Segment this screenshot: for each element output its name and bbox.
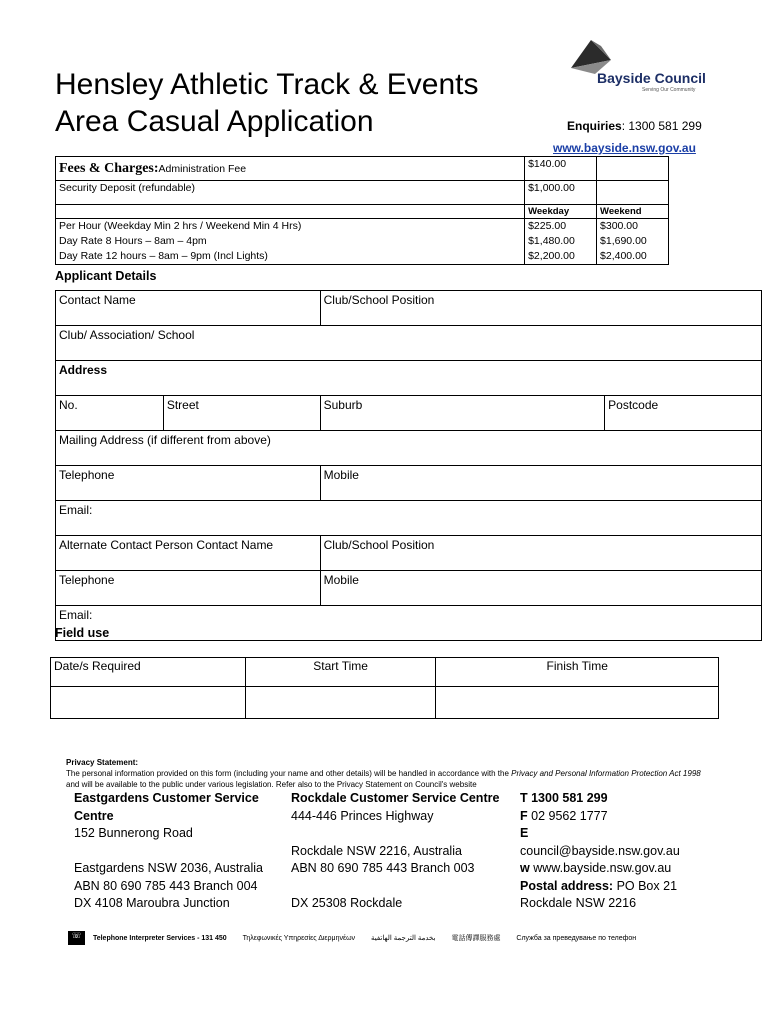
eastgardens-abn: ABN 80 690 785 443 Branch 004 <box>74 878 258 893</box>
contact-email[interactable]: council@bayside.nsw.gov.au <box>520 843 680 858</box>
alt-club-position-field[interactable]: Club/School Position <box>320 536 761 571</box>
interpreter-macedonian: Служба за преведување по телефон <box>516 934 637 942</box>
website-link[interactable]: www.bayside.nsw.gov.au <box>553 141 696 155</box>
empty-cell <box>56 205 525 219</box>
contact-phone: T 1300 581 299 <box>520 791 608 805</box>
fees-table <box>55 156 669 265</box>
weekday-header: Weekday <box>525 205 597 219</box>
empty-cell <box>597 157 669 181</box>
eastgardens-name: Eastgardens Customer Service Centre <box>74 791 259 823</box>
eastgardens-office <box>74 790 279 913</box>
email-field[interactable]: Email: <box>56 501 762 536</box>
mailing-address-field[interactable]: Mailing Address (if different from above) <box>56 431 762 466</box>
postal-value: PO Box 21 <box>613 878 678 893</box>
weekend-header: Weekend <box>597 205 669 219</box>
deposit-value: $1,000.00 <box>525 181 597 205</box>
eastgardens-dx: DX 4108 Maroubra Junction <box>74 896 230 910</box>
rockdale-abn: ABN 80 690 785 443 Branch 003 <box>291 861 475 875</box>
enquiries-phone: : 1300 581 299 <box>621 119 702 133</box>
address-suburb-field[interactable]: Suburb <box>320 396 605 431</box>
admin-fee-label: Administration Fee <box>158 162 247 175</box>
field-use-table <box>50 657 719 719</box>
title-line-1: Hensley Athletic Track & Events <box>55 68 479 101</box>
address-no-field[interactable]: No. <box>56 396 164 431</box>
council-name: Bayside Council <box>597 70 706 86</box>
alt-telephone-field[interactable]: Telephone <box>56 571 321 606</box>
privacy-act: Privacy and Personal Information Protection Act 1998 <box>511 769 701 778</box>
eastgardens-suburb: Eastgardens NSW 2036, Australia <box>74 861 263 875</box>
finish-time-header: Finish Time <box>436 658 719 687</box>
deposit-label: Security Deposit (refundable) <box>56 181 525 205</box>
rate-label-day12: Day Rate 12 hours – 8am – 9pm (Incl Lights) <box>56 249 525 265</box>
rate-weekend-day8: $1,690.00 <box>597 234 669 249</box>
alt-mobile-field[interactable]: Mobile <box>320 571 761 606</box>
applicant-heading: Applicant Details <box>55 269 157 283</box>
web-label: w <box>520 861 530 875</box>
rockdale-suburb: Rockdale NSW 2216, Australia <box>291 843 462 858</box>
address-postcode-field[interactable]: Postcode <box>605 396 762 431</box>
dates-required-input[interactable] <box>51 687 246 719</box>
enquiries <box>567 119 702 133</box>
privacy-statement <box>66 757 706 790</box>
postal-label: Postal address: <box>520 878 614 893</box>
rate-weekend-hour: $300.00 <box>597 219 669 235</box>
eastgardens-street: 152 Bunnerong Road <box>74 826 193 840</box>
interpreter-icon: ☏ <box>68 931 85 945</box>
mobile-field[interactable]: Mobile <box>320 466 761 501</box>
interpreter-greek: Τηλεφωνικές Υπηρεσίες Διερμηνέων <box>242 934 356 942</box>
empty-cell <box>597 181 669 205</box>
contact-name-field[interactable]: Contact Name <box>56 291 321 326</box>
postal-address-2: Rockdale NSW 2216 <box>520 896 637 910</box>
rockdale-dx: DX 25308 Rockdale <box>291 896 403 910</box>
web-value[interactable]: www.bayside.nsw.gov.au <box>529 861 672 875</box>
alt-email-field[interactable]: Email: <box>56 606 762 641</box>
email-label: E <box>520 826 529 840</box>
rate-weekday-hour: $225.00 <box>525 219 597 235</box>
applicant-form <box>55 290 762 641</box>
rockdale-name: Rockdale Customer Service Centre <box>291 791 500 805</box>
dates-required-header: Date/s Required <box>51 658 246 687</box>
contact-web <box>520 860 720 878</box>
finish-time-input[interactable] <box>436 687 719 719</box>
rate-weekday-day12: $2,200.00 <box>525 249 597 265</box>
page-title <box>55 66 525 140</box>
admin-fee-value: $140.00 <box>525 157 597 181</box>
postal-address <box>520 878 720 896</box>
rate-label-day8: Day Rate 8 Hours – 8am – 4pm <box>56 234 525 249</box>
contact-fax <box>520 808 720 826</box>
privacy-text-2: and will be available to the public under various legislation. Refer also to the Privacy Statement on Council's website <box>66 780 477 789</box>
alt-contact-name-field[interactable]: Alternate Contact Person Contact Name <box>56 536 321 571</box>
interpreter-arabic: بخدمة الترجمة الهاتفية <box>371 935 436 942</box>
start-time-input[interactable] <box>245 687 436 719</box>
fax-value: 02 9562 1777 <box>527 808 608 823</box>
privacy-heading: Privacy Statement: <box>66 758 139 767</box>
address-street-field[interactable]: Street <box>163 396 320 431</box>
club-position-field[interactable]: Club/School Position <box>320 291 761 326</box>
rate-weekend-day12: $2,400.00 <box>597 249 669 265</box>
start-time-header: Start Time <box>245 658 436 687</box>
interpreter-chinese: 電話傳譯服務處 <box>451 935 501 942</box>
rate-label-hour: Per Hour (Weekday Min 2 hrs / Weekend Min 4 Hrs) <box>56 219 525 235</box>
telephone-field[interactable]: Telephone <box>56 466 321 501</box>
club-association-field[interactable]: Club/ Association/ School <box>56 326 762 361</box>
council-tagline: Serving Our Community <box>642 87 696 93</box>
address-heading: Address <box>56 361 762 396</box>
rate-weekday-day8: $1,480.00 <box>525 234 597 249</box>
privacy-text-1: The personal information provided on this form (including your name and other details) will be handled in accordance with the <box>66 769 512 778</box>
interpreter-english: Telephone Interpreter Services - 131 450 <box>92 934 227 942</box>
rockdale-office <box>291 790 511 913</box>
enquiries-label: Enquiries <box>567 119 622 133</box>
interpreter-services <box>68 931 650 945</box>
council-logo <box>567 38 717 98</box>
fees-heading-cell <box>56 157 525 181</box>
privacy-text <box>66 768 706 790</box>
field-use-heading: Field use <box>55 626 110 640</box>
title-line-2: Area Casual Application <box>55 105 374 138</box>
contact-details <box>520 790 720 913</box>
fax-label: F <box>520 808 528 823</box>
fees-heading: Fees & Charges: <box>59 160 159 176</box>
rockdale-street: 444-446 Princes Highway <box>291 808 434 823</box>
